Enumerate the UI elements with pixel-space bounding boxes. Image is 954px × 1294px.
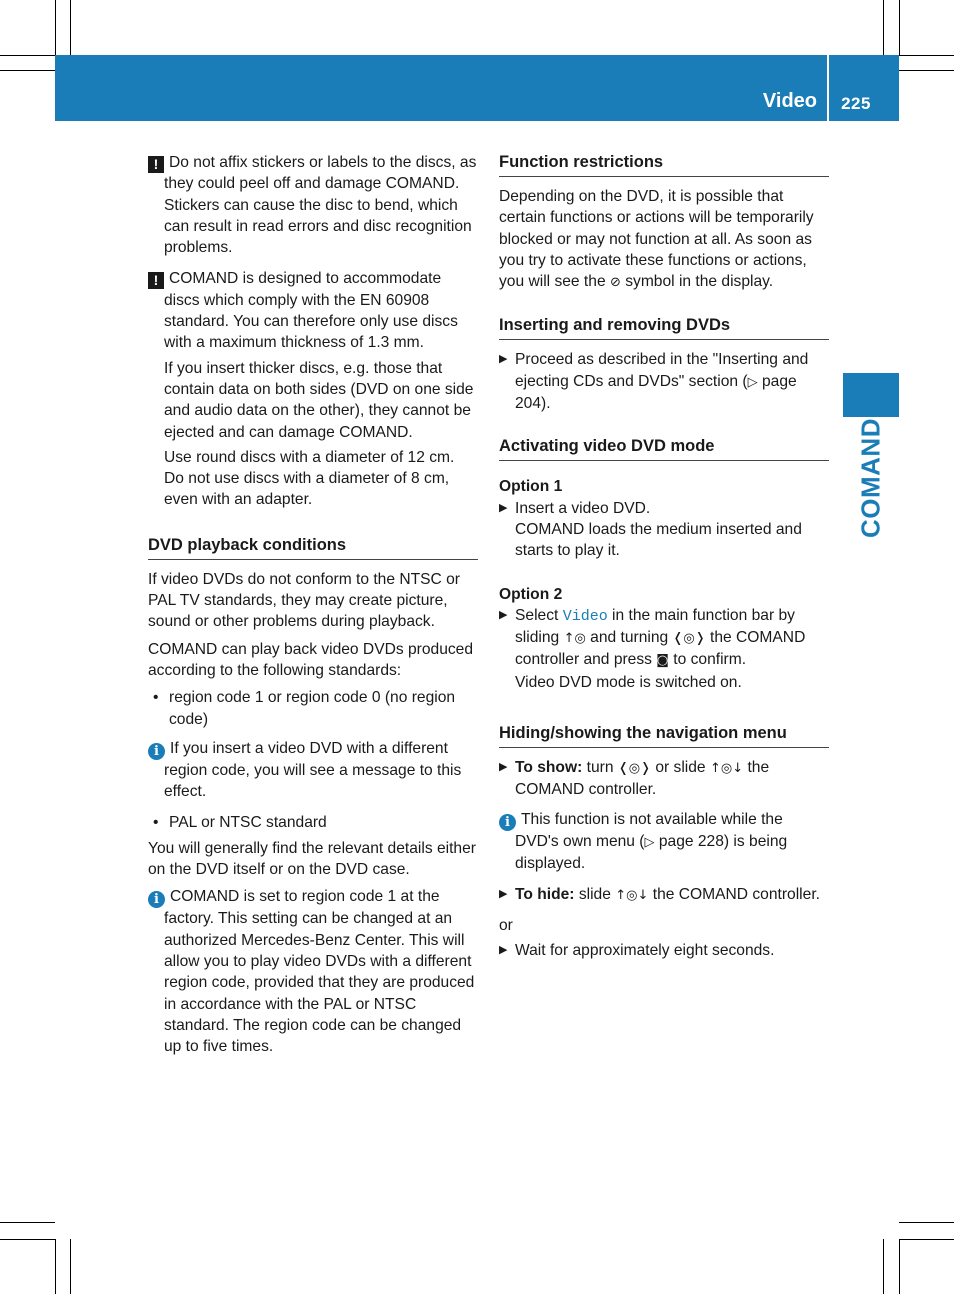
controller-turn-icon: ❬◎❭ xyxy=(617,761,651,777)
controller-turn-icon: ❬◎❭ xyxy=(672,631,706,647)
step-arrow-icon: ▶ xyxy=(499,353,508,366)
menu-item-video: Video xyxy=(562,607,608,625)
crop-mark xyxy=(0,1239,55,1240)
crop-mark xyxy=(883,1239,884,1294)
option-label: Option 1 xyxy=(499,478,563,496)
info-note xyxy=(148,886,478,1057)
step-item: ▶ To hide: slide ↑◎↓ the COMAND controller. xyxy=(499,884,829,906)
note-text: If you insert thicker discs, e.g. those that contain data on both sides (DVD on one side and audio data on the other), they cannot be ejected and can damage COMAND. xyxy=(164,359,474,441)
left-column xyxy=(148,152,478,1067)
section-heading: Inserting and removing DVDs xyxy=(499,315,829,340)
paragraph: or xyxy=(499,916,513,934)
crop-mark xyxy=(899,0,900,55)
info-icon: i xyxy=(499,814,516,831)
step-arrow-icon: ▶ xyxy=(499,761,508,774)
warning-icon: ! xyxy=(148,272,164,289)
page-ref-icon: ▷ xyxy=(747,374,758,390)
option-label: Option 2 xyxy=(499,585,563,603)
note-text: If you insert a video DVD with a different region code, you will see a message to this effect. xyxy=(164,739,462,801)
controller-slide-icon: ↑◎ xyxy=(563,631,586,647)
crop-mark xyxy=(883,0,884,55)
step-arrow-icon: ▶ xyxy=(499,943,508,956)
section-heading: Activating video DVD mode xyxy=(499,436,829,461)
warning-note xyxy=(148,152,478,258)
crop-mark xyxy=(55,1239,56,1294)
list-item: • region code 1 or region code 0 (no region code) xyxy=(153,689,456,728)
step-item: ▶ Wait for approximately eight seconds. xyxy=(499,940,829,961)
info-icon: i xyxy=(148,891,165,908)
info-note xyxy=(148,738,478,803)
crop-mark xyxy=(0,55,55,56)
section-heading: Hiding/showing the navigation menu xyxy=(499,723,829,748)
warning-icon: ! xyxy=(148,156,164,173)
paragraph: If video DVDs do not conform to the NTSC or PAL TV standards, they may create picture, sound or other problems during playback. xyxy=(148,570,461,631)
note-text: COMAND is designed to accommodate discs which comply with the EN 60908 standard. You can therefore only use discs with a maximum thickness of 1.3 mm. xyxy=(164,270,458,352)
crop-mark xyxy=(0,1222,55,1223)
note-text: Do not affix stickers or labels to the discs, as they could peel off and damage COMAND. Stickers can cause the disc to bend, which can result in read errors and disc recognition problems. xyxy=(164,154,477,257)
crop-mark xyxy=(70,1239,71,1294)
step-item: ▶ To show: turn ❬◎❭ or slide ↑◎↓ the COMAND controller. xyxy=(499,759,770,799)
note-text: Use round discs with a diameter of 12 cm. Do not use discs with a diameter of 8 cm, even with an adapter. xyxy=(164,448,455,509)
no-symbol-icon: ⊘ xyxy=(609,275,621,291)
step-arrow-icon: ▶ xyxy=(499,888,508,901)
paragraph: Depending on the DVD, it is possible that certain functions or actions will be temporarily blocked or may not function at all. As soon as you try to activate these functions or actions, you will see the ⊘ symbol in the display. xyxy=(499,188,814,291)
section-heading: DVD playback conditions xyxy=(148,535,478,560)
crop-mark xyxy=(899,70,954,71)
warning-note xyxy=(148,268,478,510)
crop-mark xyxy=(70,0,71,55)
step-item: ▶ Insert a video DVD. COMAND loads the medium inserted and starts to play it. xyxy=(499,499,802,560)
info-icon: i xyxy=(148,743,165,760)
info-note: i This function is not available while the DVD's own menu (▷ page 228) is being displayed. xyxy=(499,809,829,875)
note-text: COMAND is set to region code 1 at the factory. This setting can be changed at an authorized Mercedes-Benz Center. This will allow you to play video DVDs with a different region code, provided that they are produced in accordance with the PAL or NTSC standard. The region code can be changed up to five times. xyxy=(164,888,475,1056)
crop-mark xyxy=(899,1239,954,1240)
page-number: 225 xyxy=(841,94,871,113)
side-tab-label: COMAND xyxy=(855,418,886,538)
crop-mark xyxy=(55,0,56,55)
paragraph: COMAND can play back video DVDs produced according to the following standards: xyxy=(148,640,474,679)
crop-mark xyxy=(0,70,55,71)
step-arrow-icon: ▶ xyxy=(499,501,508,514)
section-title: Video xyxy=(762,90,817,112)
page-ref-icon: ▷ xyxy=(644,834,655,850)
crop-mark xyxy=(899,1239,900,1294)
paragraph: You will generally find the relevant details either on the DVD itself or on the DVD case. xyxy=(148,839,476,879)
step-item: ▶ Select Video in the main function bar by sliding ↑◎ and turning ❬◎❭ the COMAND controller and press ◙ to confirm. Video DVD mode is switched on. xyxy=(499,606,806,691)
list-item: • PAL or NTSC standard xyxy=(153,814,327,832)
crop-mark xyxy=(899,1222,954,1223)
controller-slide-icon: ↑◎↓ xyxy=(615,888,649,904)
step-arrow-icon: ▶ xyxy=(499,608,508,621)
side-tab xyxy=(843,373,899,417)
right-column xyxy=(499,152,829,969)
controller-press-icon: ◙ xyxy=(656,653,669,669)
step-item: ▶ Proceed as described in the "Inserting and ejecting CDs and DVDs" section (▷ page 204). xyxy=(499,351,809,413)
header-divider xyxy=(827,55,829,121)
section-heading: Function restrictions xyxy=(499,152,829,177)
controller-slide-icon: ↑◎↓ xyxy=(709,761,744,777)
crop-mark xyxy=(899,55,954,56)
